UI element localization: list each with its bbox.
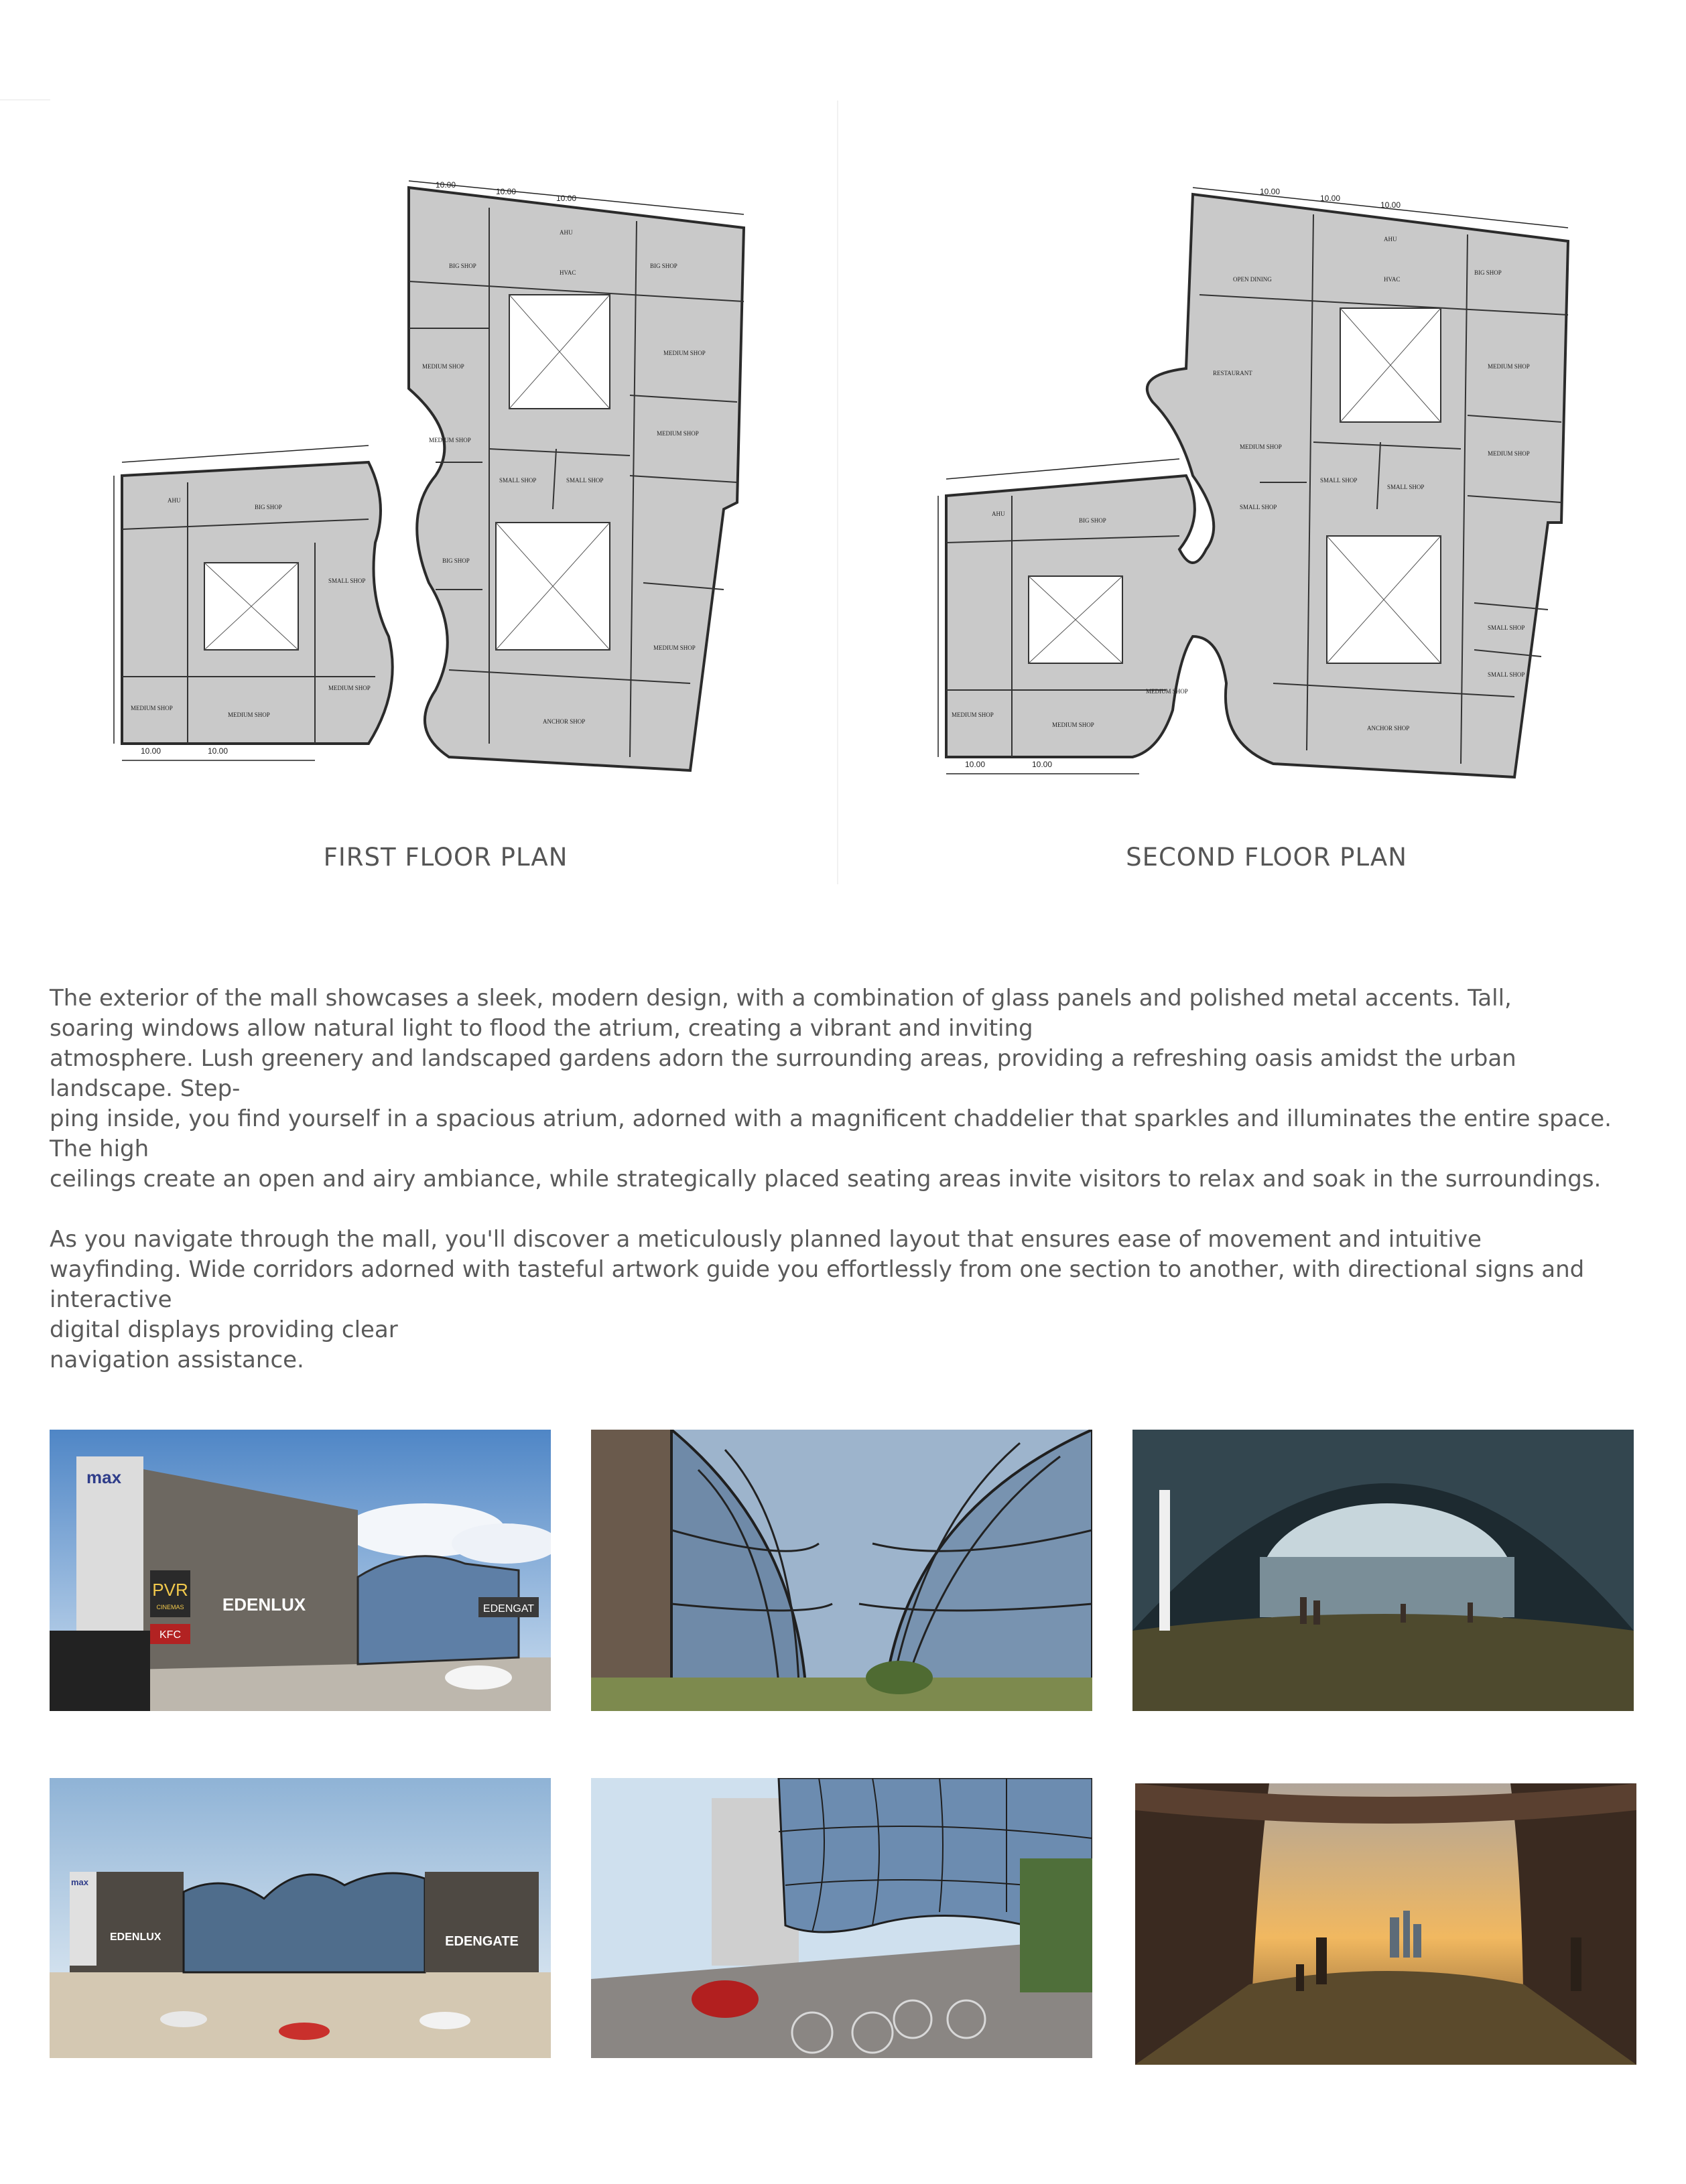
plan2-room-label: MEDIUM SHOP xyxy=(1488,363,1530,370)
plan2-room-label: SMALL SHOP xyxy=(1320,477,1358,484)
description-line: As you navigate through the mall, you'll discover a meticulously planned layout that ensures ease of movement and intuitive xyxy=(50,1226,1482,1253)
plan1-room-label: SMALL SHOP xyxy=(328,577,366,584)
first-floor-plan xyxy=(87,167,797,804)
pvr-sign: PVR xyxy=(152,1580,188,1600)
plan2-room-label: ANCHOR SHOP xyxy=(1367,725,1410,732)
top-rule xyxy=(0,99,50,100)
plan2-room-label: SMALL SHOP xyxy=(1240,504,1277,510)
plan1-room-label: BIG SHOP xyxy=(650,263,677,269)
max-sign: max xyxy=(86,1467,122,1487)
plan1-dim: 10.00 xyxy=(141,746,161,756)
description-text xyxy=(50,983,1644,1406)
plan1-room-label: MEDIUM SHOP xyxy=(653,644,696,651)
description-line: navigation assistance. xyxy=(50,1347,304,1373)
plan1-room-label: AHU xyxy=(560,229,573,236)
plan1-room-label: MEDIUM SHOP xyxy=(328,685,371,691)
plan2-dim: 10.00 xyxy=(1032,760,1053,769)
plan1-dim: 10.00 xyxy=(496,187,517,196)
description-line: digital displays providing clear xyxy=(50,1316,398,1343)
description-line: The exterior of the mall showcases a sleek, modern design, with a combination of glass panels and polished metal accents. Tall, xyxy=(50,985,1512,1012)
cinemas-sign: CINEMAS xyxy=(156,1604,184,1611)
plan1-room-label: MEDIUM SHOP xyxy=(657,430,699,437)
plan2-room-label: MEDIUM SHOP xyxy=(952,711,994,718)
plan2-dim: 10.00 xyxy=(1380,200,1401,210)
plan1-room-label: MEDIUM SHOP xyxy=(422,363,464,370)
plan2-room-label: SMALL SHOP xyxy=(1387,484,1425,490)
plan2-room-label: SMALL SHOP xyxy=(1488,624,1525,631)
edengate-sign: EDENGATE xyxy=(445,1934,519,1949)
max-sign-2: max xyxy=(71,1877,89,1887)
plan1-room-label: BIG SHOP xyxy=(449,263,476,269)
description-line: atmosphere. Lush greenery and landscaped gardens adorn the surrounding areas, providing a refreshing oasis amidst the urban landscape. Step- xyxy=(50,1045,1516,1102)
render-sunset-walkway xyxy=(1135,1783,1636,2065)
description-line: wayfinding. Wide corridors adorned with tasteful artwork guide you effortlessly from one section to another, with directional signs and interactive xyxy=(50,1256,1585,1313)
description-line: soaring windows allow natural light to flood the atrium, creating a vibrant and inviting xyxy=(50,1015,1033,1042)
plan1-room-label: MEDIUM SHOP xyxy=(663,350,706,356)
kfc-sign: KFC xyxy=(159,1629,181,1641)
plan1-dim: 10.00 xyxy=(436,180,456,190)
description-paragraph-2 xyxy=(50,1225,1644,1375)
render-front-elevation xyxy=(50,1778,551,2058)
plan2-dim: 10.00 xyxy=(1320,194,1341,203)
plan2-room-label: MEDIUM SHOP xyxy=(1240,443,1282,450)
plan2-room-label: RESTAURANT xyxy=(1213,370,1252,377)
plan2-room-label: HVAC xyxy=(1384,276,1401,283)
second-floor-plan xyxy=(911,174,1622,811)
plan2-room-label: OPEN DINING xyxy=(1233,276,1272,283)
description-paragraph-1 xyxy=(50,983,1644,1195)
second-floor-plan-title: SECOND FLOOR PLAN xyxy=(1126,843,1407,872)
render-exterior-day xyxy=(50,1430,551,1711)
plan1-dim: 10.00 xyxy=(208,746,229,756)
render-glass-corridor xyxy=(591,1430,1092,1711)
plan1-room-label: SMALL SHOP xyxy=(566,477,604,484)
column-divider xyxy=(837,100,838,884)
plan1-room-label: ANCHOR SHOP xyxy=(543,718,586,725)
plan2-room-label: AHU xyxy=(1384,236,1397,243)
plan1-dim: 10.00 xyxy=(556,194,577,203)
plan2-room-label: BIG SHOP xyxy=(1079,517,1106,524)
plan2-dim: 10.00 xyxy=(965,760,986,769)
plan2-room-label: MEDIUM SHOP xyxy=(1488,450,1530,457)
plan1-room-label: BIG SHOP xyxy=(255,504,282,510)
plan2-room-label: MEDIUM SHOP xyxy=(1052,722,1094,728)
plan1-room-label: BIG SHOP xyxy=(442,557,470,564)
plan1-room-label: HVAC xyxy=(560,269,576,276)
plan1-room-label: SMALL SHOP xyxy=(499,477,537,484)
edengat-sign: EDENGAT xyxy=(482,1603,535,1615)
first-floor-plan-title: FIRST FLOOR PLAN xyxy=(323,843,568,872)
plan1-room-label: MEDIUM SHOP xyxy=(429,437,471,443)
render-bike-parking xyxy=(591,1778,1092,2058)
plan2-room-label: AHU xyxy=(992,510,1005,517)
description-line: ping inside, you find yourself in a spacious atrium, adorned with a magnificent chaddelier that sparkles and illuminates the entire space. The high xyxy=(50,1105,1612,1162)
plan2-room-label: SMALL SHOP xyxy=(1488,671,1525,678)
edenlux-sign-2: EDENLUX xyxy=(110,1931,161,1943)
plan2-room-label: BIG SHOP xyxy=(1474,269,1502,276)
plan2-room-label: MEDIUM SHOP xyxy=(1146,688,1188,695)
plan1-room-label: MEDIUM SHOP xyxy=(131,705,173,711)
edenlux-sign: EDENLUX xyxy=(222,1594,306,1615)
plan1-room-label: AHU xyxy=(168,497,181,504)
description-line: ceilings create an open and airy ambiance, while strategically placed seating areas invite visitors to relax and soak in the surroundings. xyxy=(50,1166,1602,1192)
plan1-room-label: MEDIUM SHOP xyxy=(228,711,270,718)
plan2-dim: 10.00 xyxy=(1260,187,1281,196)
render-tube-interior xyxy=(1132,1430,1634,1711)
